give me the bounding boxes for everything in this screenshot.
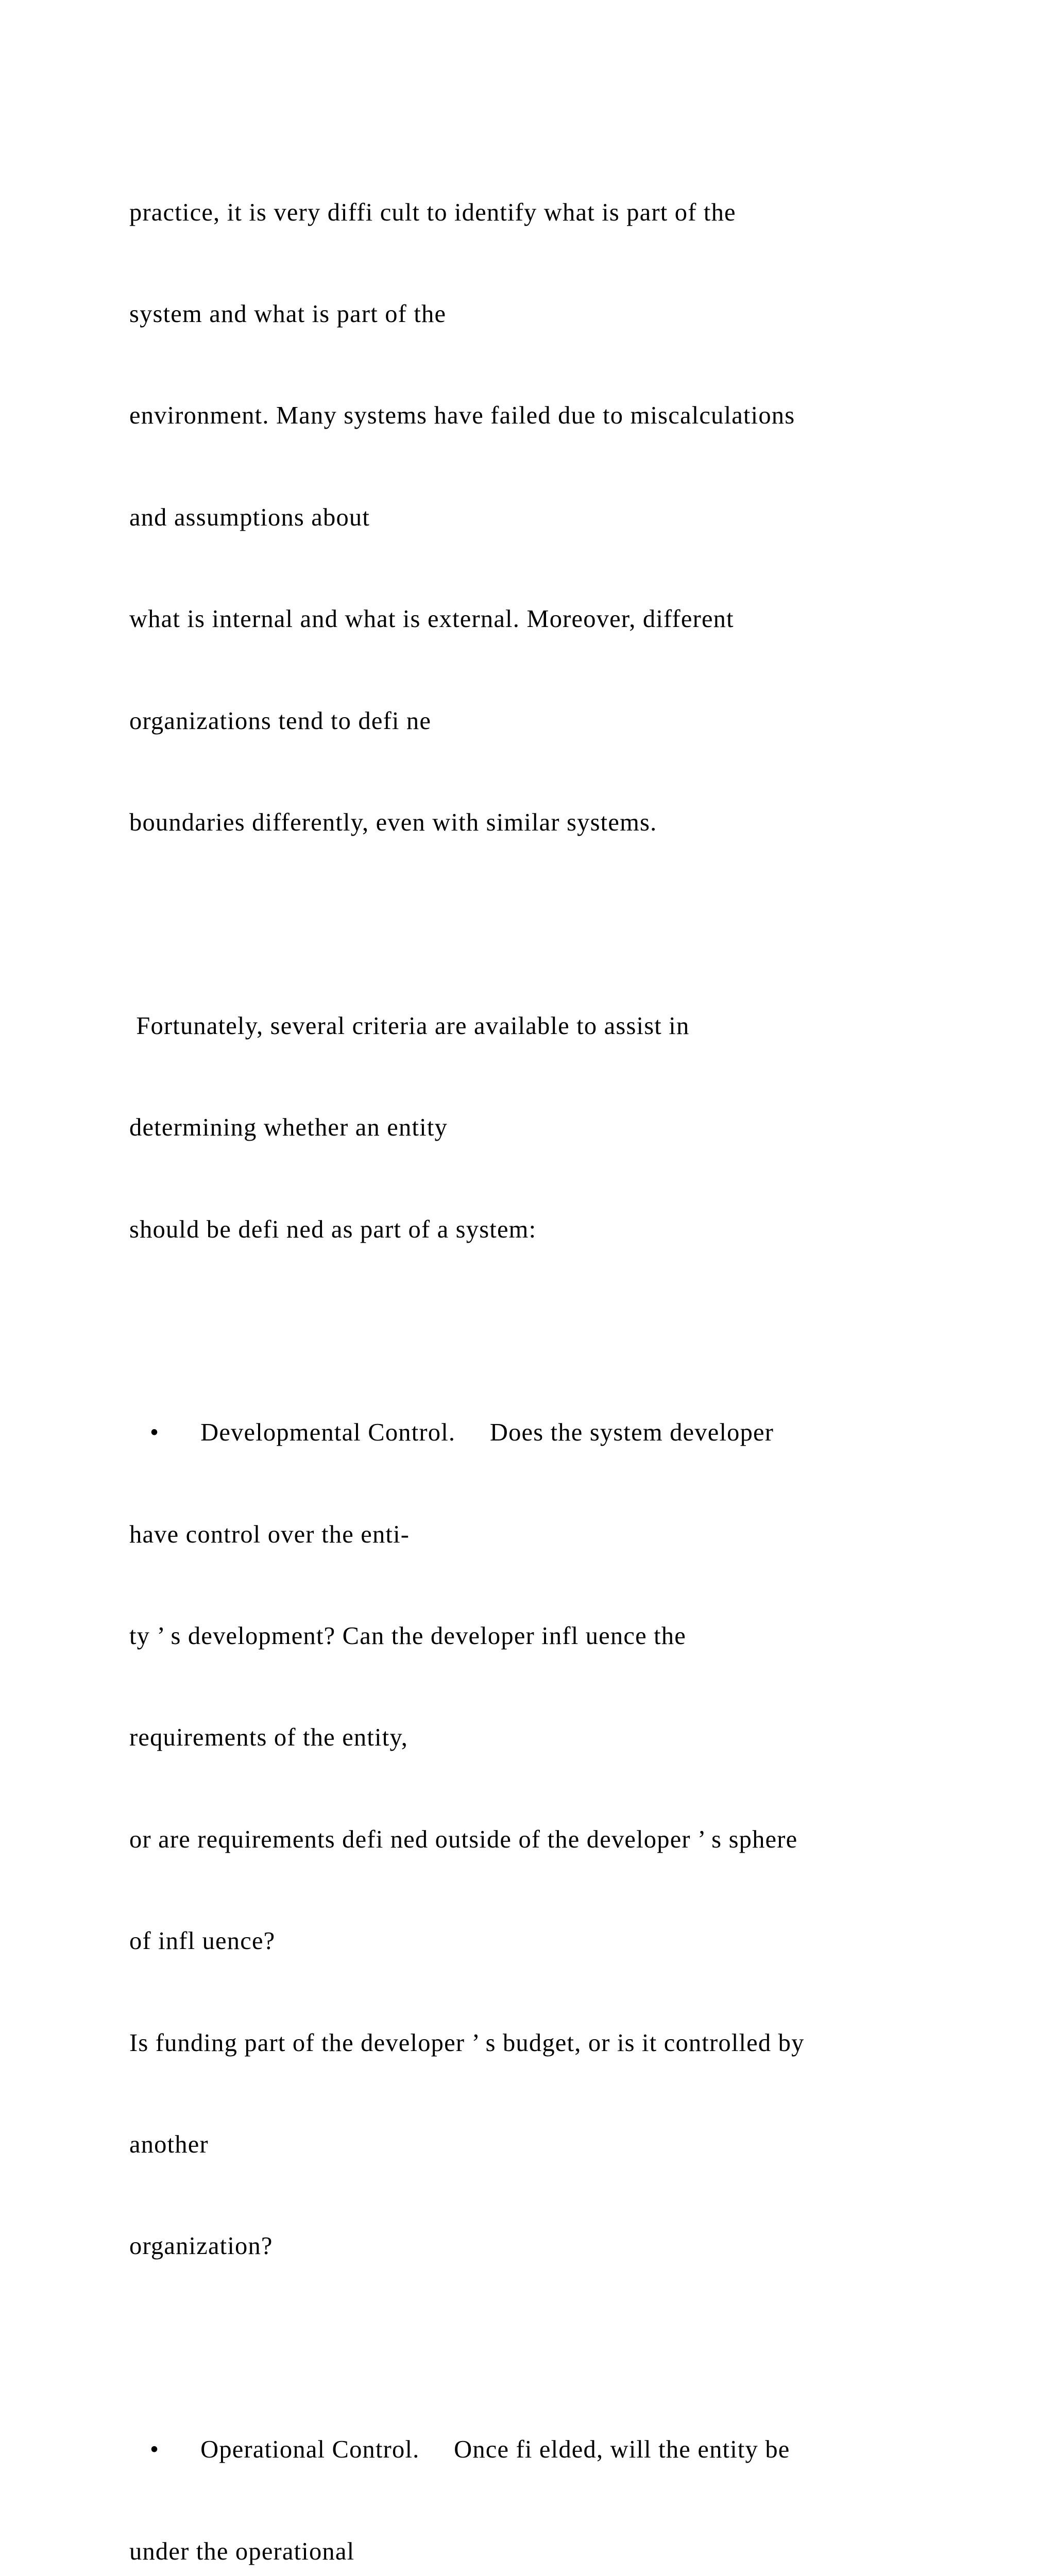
text-line: requirements of the entity, [129, 1724, 409, 1752]
text-line: practice, it is very diffi cult to identify what is part of the [129, 198, 736, 226]
text-line: ty ’ s development? Can the developer infl uence the [129, 1622, 686, 1650]
text-line: what is internal and what is external. Moreover, different [129, 605, 734, 633]
text-line: environment. Many systems have failed due to miscalculations [129, 402, 795, 430]
bullet-line: • Developmental Control. Does the system developer [129, 1419, 774, 1447]
text-line: organization? [129, 2232, 273, 2260]
text-line: or are requirements defi ned outside of the developer ’ s sphere [129, 1825, 798, 1853]
blank-line [129, 907, 1036, 941]
document-body [129, 128, 1036, 2576]
text-line: of infl uence? [129, 1927, 276, 1955]
text-line: Fortunately, several criteria are available to assist in [129, 1012, 690, 1040]
text-line: Is funding part of the developer ’ s budget, or is it controlled by [129, 2029, 805, 2057]
text-line: have control over the enti- [129, 1520, 410, 1548]
text-line: boundaries differently, even with similar systems. [129, 808, 657, 836]
bullet-line: • Operational Control. Once fi elded, will the entity be [129, 2436, 790, 2464]
blank-line [129, 1314, 1036, 1348]
blank-line [129, 2331, 1036, 2365]
text-line: organizations tend to defi ne [129, 707, 432, 735]
text-line: should be defi ned as part of a system: [129, 1215, 537, 1243]
text-line: system and what is part of the [129, 300, 447, 328]
text-line: another [129, 2131, 209, 2159]
text-line: determining whether an entity [129, 1114, 448, 1142]
text-line: under the operational [129, 2537, 355, 2565]
text-line: and assumptions about [129, 503, 370, 531]
